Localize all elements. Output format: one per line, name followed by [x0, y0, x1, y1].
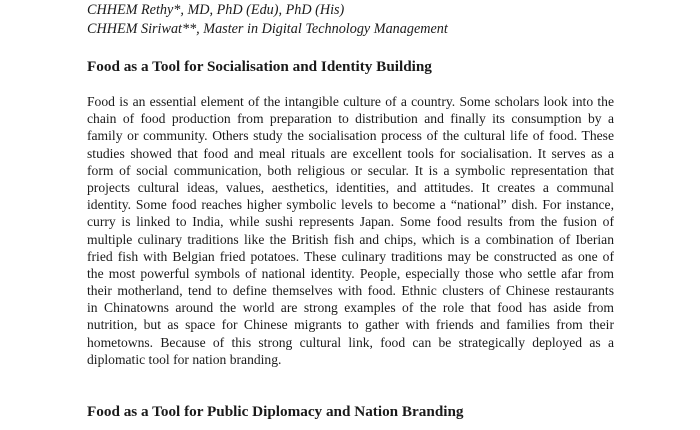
author-line-2: CHHEM Siriwat**, Master in Digital Technology Management — [87, 21, 448, 37]
paragraph-line: nutrition, but as space for Chinese migrants to gather with friends and families from their — [87, 317, 614, 333]
section-paragraph — [87, 93, 614, 368]
section-heading-socialisation: Food as a Tool for Socialisation and Identity Building — [87, 58, 432, 75]
paragraph-line: studies showed that food and meal rituals are excellent tools for socialisation. It serves as a — [87, 145, 614, 161]
paragraph-line: curry is linked to India, while sushi represents Japan. Some food results from the fusion of — [87, 214, 614, 230]
paragraph-line: fried fish with Belgian fried potatoes. These culinary traditions may be constructed as one of — [87, 248, 614, 264]
paragraph-line: multiple culinary traditions like the British fish and chips, which is a combination of Iberian — [87, 231, 614, 247]
paragraph-line: chain of food production from preparation to distribution and finally its consumption by a — [87, 111, 614, 127]
paragraph-line: family or community. Others study the socialisation process of the cultural life of food. These — [87, 128, 614, 144]
paragraph-line: projects cultural ideas, values, aesthetics, identities, and attitudes. It creates a communal — [87, 179, 614, 195]
paragraph-line: hometowns. Because of this strong cultural link, food can be strategically deployed as a — [87, 334, 614, 350]
paragraph-line: form of social communication, both religious or secular. It is a symbolic representation that — [87, 162, 614, 178]
paragraph-line: identity. Some food reaches higher symbolic levels to become a “national” dish. For instance, — [87, 197, 614, 213]
paragraph-line: their motherland, tend to define themselves with food. Ethnic clusters of Chinese restaurants — [87, 283, 614, 299]
paragraph-line: diplomatic tool for nation branding. — [87, 351, 282, 367]
section-heading-diplomacy: Food as a Tool for Public Diplomacy and Nation Branding — [87, 403, 464, 420]
author-line-1: CHHEM Rethy*, MD, PhD (Edu), PhD (His) — [87, 2, 345, 18]
paragraph-line: Food is an essential element of the intangible culture of a country. Some scholars look into the — [87, 94, 614, 109]
paragraph-line: in Chinatowns around the world are strong examples of the role that food has aside from — [87, 300, 614, 316]
paragraph-line: the most powerful symbols of national identity. People, especially those who settle afar from — [87, 265, 614, 281]
